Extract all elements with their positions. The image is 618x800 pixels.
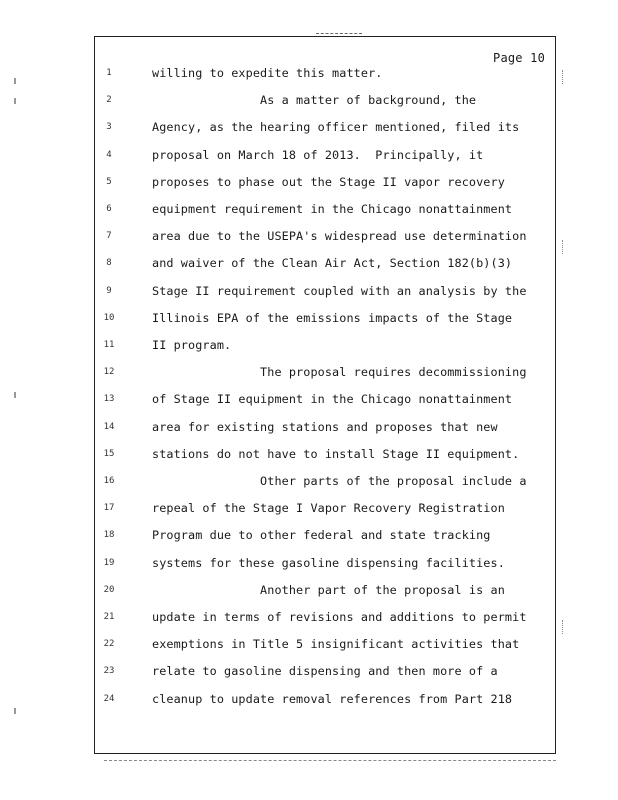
line-number: 22 — [103, 639, 115, 650]
scan-right-mark — [562, 70, 565, 84]
transcript-line: Illinois EPA of the emissions impacts of the Stage — [152, 310, 513, 325]
transcript-line: repeal of the Stage I Vapor Recovery Registration — [152, 501, 505, 516]
line-number: 6 — [106, 204, 112, 214]
transcript-line: relate to gasoline dispensing and then more of a — [152, 664, 498, 679]
line-number: 1 — [106, 68, 112, 78]
transcript-line: equipment requirement in the Chicago nonattainment — [152, 202, 513, 216]
bottom-scan-edge — [104, 760, 556, 761]
line-number: 15 — [103, 448, 115, 459]
line-number: 23 — [103, 666, 115, 677]
transcript-line: Program due to other federal and state tracking — [152, 528, 491, 543]
transcript-line: and waiver of the Clean Air Act, Section 182(b)(3) — [152, 256, 513, 271]
line-number: 14 — [103, 421, 115, 432]
line-number: 10 — [103, 312, 115, 323]
transcript-line: Stage II requirement coupled with an analysis by the — [152, 283, 527, 298]
scan-speck — [14, 708, 16, 714]
transcript-line: II program. — [152, 338, 232, 352]
scan-speck — [14, 78, 16, 84]
line-number: 18 — [103, 530, 115, 541]
top-scan-mark — [316, 33, 362, 34]
line-number: 4 — [106, 149, 112, 160]
scan-speck — [14, 98, 16, 104]
line-number: 7 — [106, 231, 112, 242]
transcript-line: of Stage II equipment in the Chicago nonattainment — [152, 392, 513, 407]
line-number: 5 — [106, 176, 112, 187]
transcript-line: Agency, as the hearing officer mentioned, filed its — [152, 120, 520, 135]
line-number: 19 — [103, 557, 115, 568]
line-number: 12 — [103, 367, 115, 378]
scan-right-mark — [562, 240, 565, 254]
line-number: 13 — [103, 394, 115, 405]
line-number: 2 — [106, 95, 112, 106]
line-number: 17 — [103, 503, 115, 514]
transcript-line: update in terms of revisions and additions to permit — [152, 610, 527, 624]
line-number: 9 — [106, 285, 112, 296]
line-number: 20 — [103, 584, 115, 595]
transcript-line: willing to expedite this matter. — [152, 66, 383, 80]
transcript-line: area due to the USEPA's widespread use determination — [152, 229, 527, 244]
line-number: 21 — [103, 612, 115, 622]
transcript-line: cleanup to update removal references from Part 218 — [152, 691, 513, 706]
page-number: Page 10 — [493, 51, 545, 65]
line-number: 11 — [103, 340, 115, 350]
transcript-line: As a matter of background, the — [152, 93, 477, 108]
line-number: 3 — [106, 122, 112, 133]
transcript-line: exemptions in Title 5 insignificant activities that — [152, 637, 520, 652]
transcript-line: proposal on March 18 of 2013. Principally, it — [152, 147, 484, 162]
transcript-line: stations do not have to install Stage II equipment. — [152, 446, 520, 461]
transcript-line: Other parts of the proposal include a — [152, 474, 527, 488]
transcript-line: area for existing stations and proposes that new — [152, 419, 498, 434]
line-number: 8 — [106, 258, 112, 269]
transcript-line: proposes to phase out the Stage II vapor recovery — [152, 174, 505, 189]
line-number: 16 — [103, 476, 115, 486]
scan-right-mark — [562, 620, 565, 634]
transcript-line: The proposal requires decommissioning — [152, 365, 527, 380]
transcript-line: Another part of the proposal is an — [152, 582, 505, 597]
line-number: 24 — [103, 693, 115, 704]
scan-speck — [14, 392, 16, 398]
transcript-line: systems for these gasoline dispensing facilities. — [152, 555, 505, 570]
